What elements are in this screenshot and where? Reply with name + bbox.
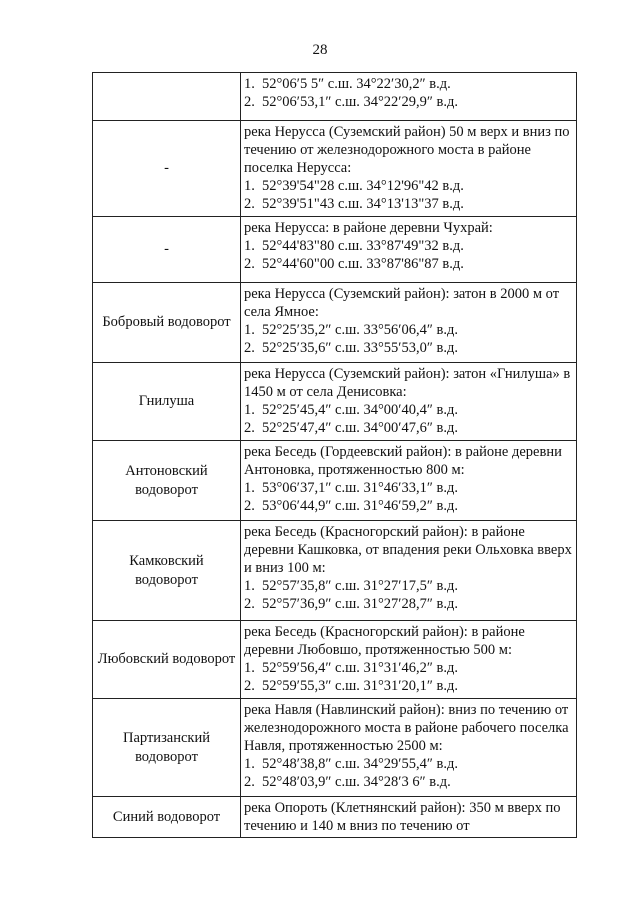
coordinate-value: 52°48′38,8″ с.ш. 34°29′55,4″ в.д. [262,756,458,772]
coordinate-number: 2. [244,498,255,514]
site-name: Синий водоворот [93,797,241,838]
coordinate-item [244,577,573,595]
coordinate-number: 2. [244,196,255,212]
coordinate-item [244,75,573,93]
coordinate-number: 2. [244,678,255,694]
site-description: река Нерусса: в районе деревни Чухрай: [244,220,493,236]
site-name: - [93,121,241,217]
coordinates-list [244,755,573,791]
site-description-cell [241,621,577,699]
coordinates-list [244,659,573,695]
coordinate-number: 1. [244,402,255,418]
coordinate-value: 53°06′44,9″ с.ш. 31°46′59,2″ в.д. [262,498,458,514]
coordinate-item [244,339,573,357]
coordinate-value: 52°57′36,9″ с.ш. 31°27′28,7″ в.д. [262,596,458,612]
site-description: река Нерусса (Суземский район): затон в 2000 м от села Ямное: [244,286,560,320]
coordinates-list [244,479,573,515]
site-name: - [93,217,241,283]
site-description: река Нерусса (Суземский район) 50 м верх и вниз по течению от железнодорожного моста в районе поселка Нерусса: [244,124,570,176]
table-body [93,73,577,838]
page-number: 28 [312,42,328,58]
coordinate-number: 2. [244,94,255,110]
coordinates-list [244,75,573,111]
coordinate-item [244,401,573,419]
coordinate-item [244,255,573,273]
site-description: река Беседь (Гордеевский район): в районе деревни Антоновка, протяженностью 800 м: [244,444,562,478]
coordinate-number: 2. [244,774,255,790]
coordinate-item [244,773,573,791]
site-description: река Беседь (Красногорский район): в районе деревни Любовшо, протяженностью 500 м: [244,624,525,658]
site-description-cell [241,283,577,363]
site-description: река Опороть (Клетнянский район): 350 м вверх по течению и 140 м вниз по течению от [244,800,561,834]
coordinate-number: 1. [244,756,255,772]
coordinates-list [244,321,573,357]
coordinates-list [244,237,573,273]
coordinate-value: 52°59′56,4″ с.ш. 31°31′46,2″ в.д. [262,660,458,676]
site-description: река Нерусса (Суземский район): затон «Гнилуша» в 1450 м от села Денисовка: [244,366,571,400]
coordinate-value: 52°06′5 5″ с.ш. 34°22′30,2″ в.д. [262,76,451,92]
site-description-cell [241,797,577,838]
table-row [93,621,577,699]
coordinate-item [244,93,573,111]
coordinate-value: 52°39'51"43 с.ш. 34°13'13"37 в.д. [262,196,464,212]
site-description-cell [241,363,577,441]
coordinate-number: 1. [244,322,255,338]
coordinate-value: 52°25′45,4″ с.ш. 34°00′40,4″ в.д. [262,402,458,418]
site-description: река Навля (Навлинский район): вниз по течению от железнодорожного моста в районе рабочего поселка Навля, протяженностью 2500 м: [244,702,569,754]
site-name: Любовский водоворот [93,621,241,699]
coordinate-number: 1. [244,480,255,496]
table-row [93,121,577,217]
coordinate-number: 1. [244,76,255,92]
coordinate-value: 52°44'83"80 с.ш. 33°87'49"32 в.д. [262,238,464,254]
coordinate-value: 52°57′35,8″ с.ш. 31°27′17,5″ в.д. [262,578,458,594]
coordinate-value: 52°06′53,1″ с.ш. 34°22′29,9″ в.д. [262,94,458,110]
site-description-cell [241,217,577,283]
table-row [93,441,577,521]
coordinate-value: 52°39'54"28 с.ш. 34°12'96"42 в.д. [262,178,464,194]
table-row [93,521,577,621]
site-description-cell [241,73,577,121]
coordinate-item [244,321,573,339]
coordinate-value: 52°25′35,2″ с.ш. 33°56′06,4″ в.д. [262,322,458,338]
site-description: река Беседь (Красногорский район): в районе деревни Кашковка, от впадения реки Ольховка вверх и вниз 100 м: [244,524,572,576]
water-areas-table [92,72,577,838]
coordinate-number: 2. [244,596,255,612]
coordinate-item [244,195,573,213]
coordinate-value: 52°59′55,3″ с.ш. 31°31′20,1″ в.д. [262,678,458,694]
coordinate-number: 1. [244,238,255,254]
coordinate-item [244,677,573,695]
site-description-cell [241,699,577,797]
site-name: Камковский водоворот [93,521,241,621]
site-description-cell [241,521,577,621]
coordinate-value: 52°48′03,9″ с.ш. 34°28′3 6″ в.д. [262,774,451,790]
site-description-cell [241,121,577,217]
coordinate-value: 52°44'60"00 с.ш. 33°87'86"87 в.д. [262,256,464,272]
site-name: Партизанский водоворот [93,699,241,797]
coordinate-item [244,497,573,515]
site-name: Гнилуша [93,363,241,441]
coordinate-item [244,479,573,497]
coordinate-number: 2. [244,256,255,272]
coordinate-item [244,177,573,195]
coordinates-list [244,177,573,213]
table-row [93,797,577,838]
table-row [93,699,577,797]
coordinate-number: 2. [244,420,255,436]
coordinate-item [244,237,573,255]
coordinate-number: 1. [244,578,255,594]
coordinate-number: 1. [244,660,255,676]
site-name [93,73,241,121]
site-name: Бобровый водоворот [93,283,241,363]
table-row [93,73,577,121]
coordinates-list [244,401,573,437]
site-description-cell [241,441,577,521]
coordinates-list [244,577,573,613]
coordinate-number: 2. [244,340,255,356]
coordinate-value: 52°25′35,6″ с.ш. 33°55′53,0″ в.д. [262,340,458,356]
coordinate-value: 53°06′37,1″ с.ш. 31°46′33,1″ в.д. [262,480,458,496]
table-row [93,363,577,441]
site-name: Антоновский водоворот [93,441,241,521]
coordinate-item [244,419,573,437]
table-row [93,283,577,363]
coordinate-item [244,595,573,613]
table-row [93,217,577,283]
coordinate-item [244,659,573,677]
coordinate-number: 1. [244,178,255,194]
coordinate-value: 52°25′47,4″ с.ш. 34°00′47,6″ в.д. [262,420,458,436]
coordinate-item [244,755,573,773]
